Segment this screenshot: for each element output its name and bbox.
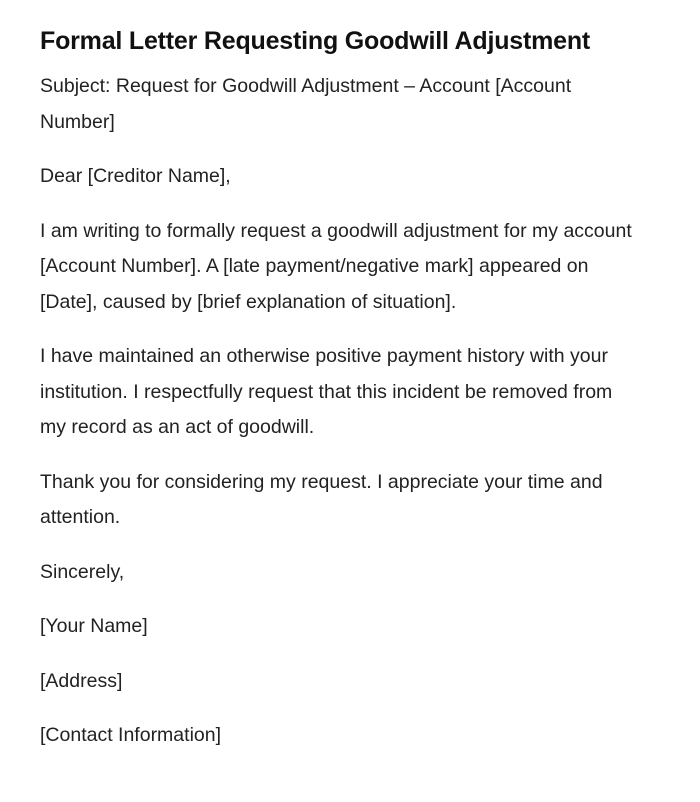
signature-contact: [Contact Information] xyxy=(40,724,222,746)
salutation: Dear [Creditor Name], xyxy=(40,165,231,187)
signature-address: [Address] xyxy=(40,669,123,692)
page-title: Formal Letter Requesting Goodwill Adjustment xyxy=(40,27,591,55)
signature-name: [Your Name] xyxy=(40,615,148,637)
body-paragraph-3: Thank you for considering my request. I appreciate your time and attention. xyxy=(40,470,603,528)
body-paragraph-1: I am writing to formally request a goodwill adjustment for my account [Account Number]. A [late payment/negative mark] appeared on [Date], caused by [brief explanation of situation]. xyxy=(40,219,632,313)
closing: Sincerely, xyxy=(40,560,125,583)
subject-line: Subject: Request for Goodwill Adjustment – Account [Account Number] xyxy=(40,75,572,133)
body-paragraph-2: I have maintained an otherwise positive payment history with your institution. I respectfully request that this incident be removed from my record as an act of goodwill. xyxy=(40,345,613,438)
